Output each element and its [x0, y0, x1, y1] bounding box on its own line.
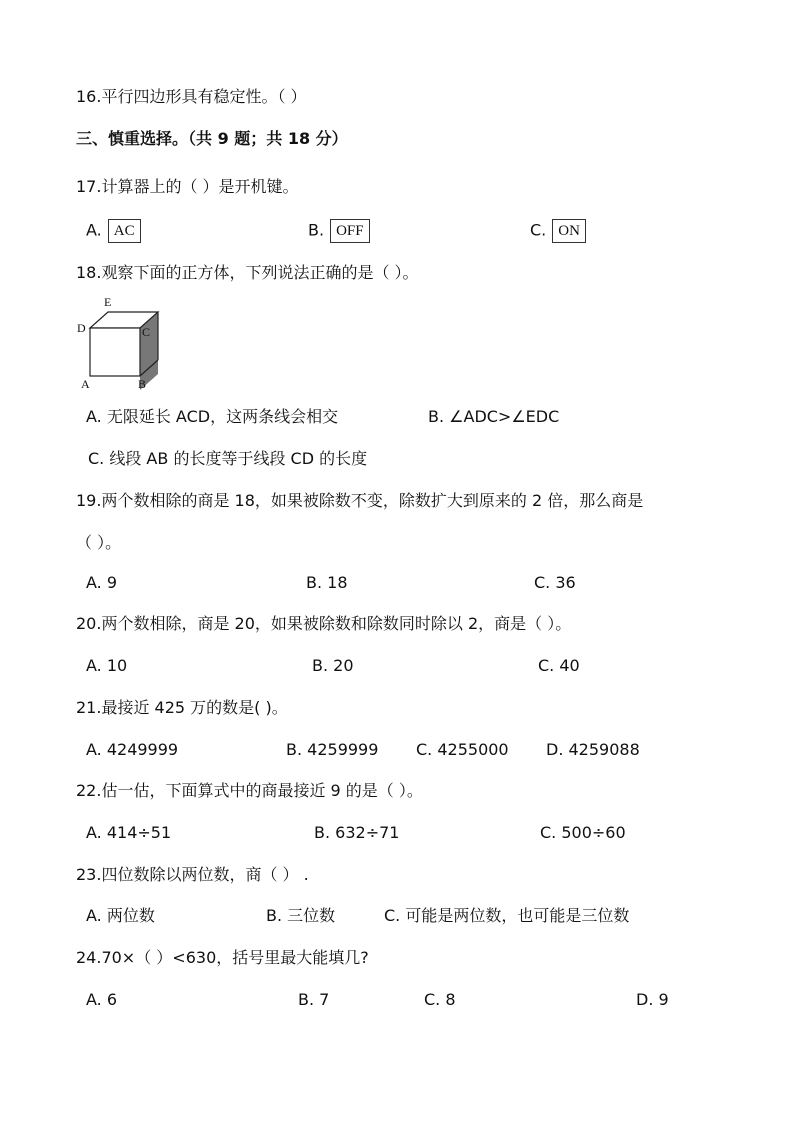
option-letter: A.: [86, 220, 102, 240]
question-21: 21.最接近 425 万的数是( )。: [76, 698, 288, 717]
q20-option-b[interactable]: B. 20: [312, 656, 354, 675]
q20-option-c[interactable]: C. 40: [538, 656, 580, 675]
q22-option-b[interactable]: B. 632÷71: [314, 823, 400, 842]
q21-option-d[interactable]: D. 4259088: [546, 740, 640, 759]
q22-option-a[interactable]: A. 414÷51: [86, 823, 172, 842]
off-key-icon: OFF: [330, 219, 370, 243]
q18-option-c[interactable]: C. 线段 AB 的长度等于线段 CD 的长度: [88, 449, 368, 468]
vertex-label-c: C: [142, 325, 151, 339]
q23-option-a[interactable]: A. 两位数: [86, 906, 155, 925]
q19-option-a[interactable]: A. 9: [86, 573, 118, 592]
question-24: 24.70×（ ）<630，括号里最大能填几?: [76, 948, 369, 967]
q24-option-a[interactable]: A. 6: [86, 990, 118, 1009]
q20-option-a[interactable]: A. 10: [86, 656, 128, 675]
q23-option-c[interactable]: C. 可能是两位数，也可能是三位数: [384, 906, 630, 925]
q18-option-a[interactable]: A. 无限延长 ACD，这两条线会相交: [86, 407, 339, 426]
q18-option-b[interactable]: B. ∠ADC>∠EDC: [428, 407, 560, 426]
q21-option-a[interactable]: A. 4249999: [86, 740, 179, 759]
q21-option-b[interactable]: B. 4259999: [286, 740, 379, 759]
cube-front-face: [90, 328, 140, 376]
q17-option-b[interactable]: [308, 219, 370, 243]
section-heading: 三、慎重选择。（共 9 题；共 18 分）: [76, 129, 348, 148]
option-letter: C.: [530, 220, 547, 240]
q21-option-c[interactable]: C. 4255000: [416, 740, 509, 759]
question-23: 23.四位数除以两位数，商（ ） .: [76, 865, 309, 884]
question-19: 19.两个数相除的商是 18，如果被除数不变，除数扩大到原来的 2 倍，那么商是: [76, 491, 644, 510]
q19-option-c[interactable]: C. 36: [534, 573, 576, 592]
q17-option-c[interactable]: [530, 219, 586, 243]
vertex-label-d: D: [77, 321, 86, 335]
q24-option-d[interactable]: D. 9: [636, 990, 669, 1009]
question-17: 17.计算器上的（ ）是开机键。: [76, 177, 299, 196]
on-key-icon: ON: [552, 219, 586, 243]
ac-key-icon: AC: [108, 219, 141, 243]
vertex-label-e: E: [104, 295, 112, 309]
cube-figure: [74, 294, 174, 390]
cube-drawing: [74, 294, 174, 390]
question-19-cont: （ ）。: [76, 533, 122, 552]
question-20: 20.两个数相除，商是 20，如果被除数和除数同时除以 2，商是（ ）。: [76, 614, 572, 633]
question-22: 22.估一估，下面算式中的商最接近 9 的是（ ）。: [76, 781, 423, 800]
option-letter: B.: [308, 220, 325, 240]
q24-option-c[interactable]: C. 8: [424, 990, 456, 1009]
q17-option-a[interactable]: [86, 219, 141, 243]
question-18: 18.观察下面的正方体，下列说法正确的是（ ）。: [76, 263, 419, 282]
q19-option-b[interactable]: B. 18: [306, 573, 348, 592]
q24-option-b[interactable]: B. 7: [298, 990, 330, 1009]
q23-option-b[interactable]: B. 三位数: [266, 906, 336, 925]
q22-option-c[interactable]: C. 500÷60: [540, 823, 626, 842]
vertex-label-b: B: [138, 377, 147, 391]
question-16: 16.平行四边形具有稳定性。（ ）: [76, 87, 307, 106]
vertex-label-a: A: [81, 377, 90, 391]
